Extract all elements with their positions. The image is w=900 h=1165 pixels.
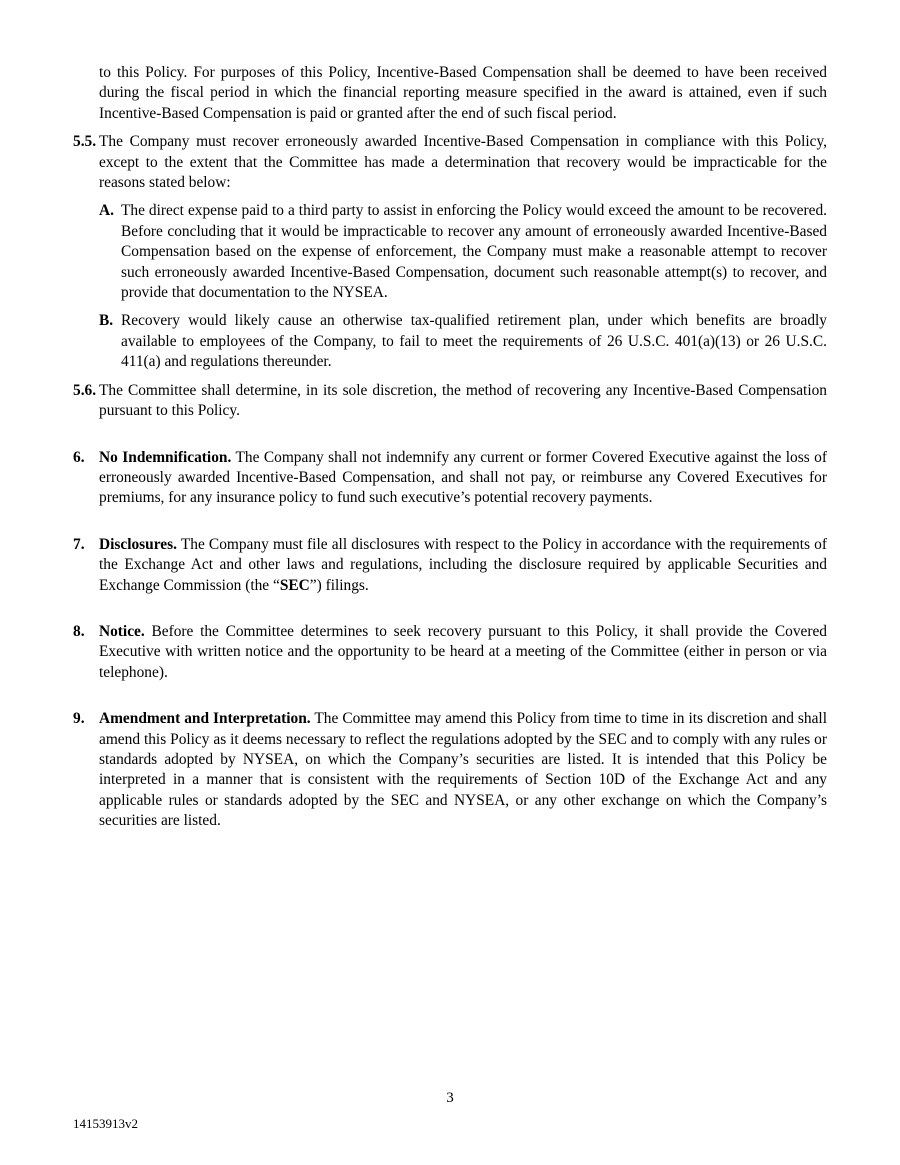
- section-amendment-interpretation: [73, 709, 827, 831]
- section-no-indemnification: [73, 448, 827, 509]
- section-9-text: The Committee may amend this Policy from time to time in its discretion and shall amend this Policy as it deems necessary to reflect the regulations adopted by the SEC and to comply with any rules or standards adopted by NYSEA, on which the Company’s securities are listed. It is intended that this Policy be interpreted in a manner that is consistent with the requirements of Section 10D of the Exchange Act and any applicable rules or standards adopted by the SEC and NYSEA, or any other exchange on which the Company’s securities are listed.: [99, 710, 827, 830]
- paragraph-continuation-text: to this Policy. For purposes of this Policy, Incentive-Based Compensation shall be deemed to have been received during the fiscal period in which the financial reporting measure specified in the award is attained, even if such Incentive-Based Compensation is paid or granted after the end of such fiscal period.: [99, 64, 827, 122]
- section-6-number: 6.: [73, 448, 85, 466]
- section-7-sec-term: SEC: [279, 576, 310, 594]
- section-9-heading: Amendment and Interpretation.: [99, 710, 311, 728]
- section-7-text-before-sec: The Company must file all disclosures with respect to the Policy in accordance with the requirements of the Exchange Act and other laws and regulations, including the disclosure required by applicable Securities and Exchange Commission (the “: [99, 535, 827, 594]
- item-5-6-text: The Committee shall determine, in its sole discretion, the method of recovering any Incentive-Based Compensation pursuant to this Policy.: [99, 381, 827, 420]
- paragraph-continuation: [73, 63, 827, 124]
- subitem-a: [99, 201, 827, 303]
- section-7-number: 7.: [73, 535, 85, 553]
- section-8-text: Before the Committee determines to seek recovery pursuant to this Policy, it shall provide the Covered Executive with written notice and the opportunity to be heard at a meeting of the Committee (either in person or via telephone).: [99, 622, 827, 681]
- section-6-text: The Company shall not indemnify any current or former Covered Executive against the loss of erroneously awarded Incentive-Based Compensation, and shall not pay, or reimburse any Covered Executives for premiums, for any insurance policy to fund such executive’s potential recovery payments.: [99, 448, 827, 507]
- section-6-heading: No Indemnification.: [99, 448, 232, 466]
- item-5-6: [73, 381, 827, 422]
- section-7-heading: Disclosures.: [99, 535, 177, 553]
- item-5-5: [73, 132, 827, 193]
- section-notice: [73, 622, 827, 683]
- section-9-number: 9.: [73, 710, 85, 728]
- item-5-6-number: 5.6.: [73, 381, 97, 399]
- section-8-heading: Notice.: [99, 622, 145, 640]
- section-disclosures: [73, 535, 827, 596]
- document-content: [73, 63, 827, 840]
- item-5-5-number: 5.5.: [73, 133, 97, 151]
- document-id-footer: 14153913v2: [73, 1116, 138, 1131]
- section-7-text-after-sec: ”) filings.: [309, 576, 369, 594]
- subitem-b-text: Recovery would likely cause an otherwise tax-qualified retirement plan, under which benefits are broadly available to employees of the Company, to fail to meet the requirements of 26 U.S.C. 401(a)(13) or 26 U.S.C. 411(a) and regulations thereunder.: [121, 312, 827, 371]
- subitem-a-text: The direct expense paid to a third party to assist in enforcing the Policy would exceed the amount to be recovered. Before concluding that it would be impracticable to recover any amount of erroneously awarded Incentive-Based Compensation based on the expense of enforcement, the Company must make a reasonable attempt to recover such erroneously awarded Incentive-Based Compensation, document such reasonable attempt(s) to recover, and provide that documentation to the NYSEA.: [121, 202, 827, 302]
- page-number: 3: [446, 1090, 454, 1106]
- item-5-5-text: The Company must recover erroneously awarded Incentive-Based Compensation in compliance with this Policy, except to the extent that the Committee has made a determination that recovery would be impracticable for the reasons stated below:: [99, 133, 827, 192]
- section-8-number: 8.: [73, 622, 85, 640]
- subitem-b: [99, 311, 827, 372]
- subitem-a-letter: A.: [99, 202, 114, 220]
- subitem-b-letter: B.: [99, 312, 114, 330]
